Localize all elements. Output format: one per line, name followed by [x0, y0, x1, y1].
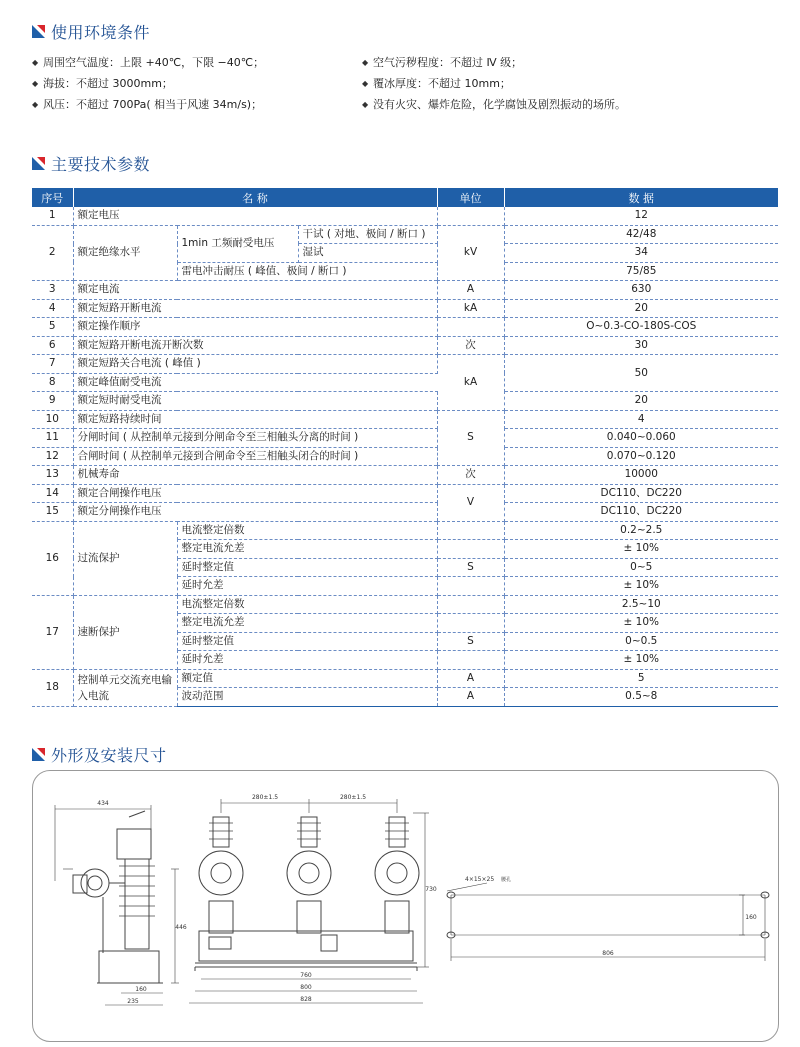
dimension-drawing-panel: [32, 770, 779, 1042]
table-row: 延时整定值 S 0~5: [32, 558, 778, 577]
section-marker-icon: [32, 748, 45, 761]
table-row: 5 额定操作顺序 O~0.3-CO-180S-COS: [32, 318, 778, 337]
table-row: 8 额定峰值耐受电流: [32, 373, 778, 392]
header-unit: 单位: [437, 188, 504, 207]
table-row: 4 额定短路开断电流 kA 20: [32, 299, 778, 318]
table-row: 7 额定短路关合电流 ( 峰值 ) kA 50: [32, 355, 778, 374]
env-item: ◆ 海拔：不超过 3000mm；: [32, 73, 264, 94]
dim-446: 446: [175, 924, 187, 931]
table-row: 16 过流保护 电流整定倍数 0.2~2.5: [32, 521, 778, 540]
dim-280-right: 280±1.5: [339, 794, 367, 801]
diamond-bullet-icon: ◆: [32, 100, 39, 109]
header-data: 数 据: [504, 188, 778, 207]
table-row: 延时允差 ± 10%: [32, 577, 778, 596]
diamond-bullet-icon: ◆: [362, 100, 369, 109]
section-marker-icon: [32, 25, 45, 38]
table-row: 17 速断保护 电流整定倍数 2.5~10: [32, 595, 778, 614]
table-row: 14 额定合闸操作电压 V DC110、DC220: [32, 484, 778, 503]
dim-160: 160: [135, 986, 147, 993]
dimension-drawing: [33, 771, 778, 1041]
diamond-bullet-icon: ◆: [362, 79, 369, 88]
dim-160-plan: 160: [745, 914, 757, 921]
table-row: 11 分闸时间 ( 从控制单元接到分闸命令至三相触头分离的时间 ) 0.040~0.060: [32, 429, 778, 448]
table-row: 3 额定电流 A 630: [32, 281, 778, 300]
dim-828: 828: [300, 996, 312, 1003]
dim-760: 760: [300, 972, 312, 979]
header-name: 名 称: [73, 188, 437, 207]
env-item: ◆ 周围空气温度：上限 +40℃，下限 −40℃；: [32, 52, 264, 73]
table-row: 10 额定短路持续时间 S 4: [32, 410, 778, 429]
env-item: ◆ 空气污秽程度：不超过 Ⅳ 级；: [362, 52, 626, 73]
section-title-specs: 主要技术参数: [32, 152, 150, 174]
spec-table: [32, 188, 778, 707]
table-row: 18 控制单元交流充电输入电流 额定值 A 5: [32, 669, 778, 688]
dim-730: 730: [425, 886, 437, 893]
table-row: 延时允差 ± 10%: [32, 651, 778, 670]
table-row: 雷电冲击耐压 ( 峰值、极间 / 断口 ) 75/85: [32, 262, 778, 281]
table-row: 2 额定绝缘水平 1min 工频耐受电压 干试 ( 对地、极间 / 断口 ) kV 42/48: [32, 225, 778, 244]
table-row: 15 额定分闸操作电压 DC110、DC220: [32, 503, 778, 522]
table-row: 波动范围 A 0.5~8: [32, 688, 778, 707]
dim-806: 806: [602, 950, 614, 957]
dim-235: 235: [127, 998, 139, 1005]
diamond-bullet-icon: ◆: [32, 79, 39, 88]
table-row: 9 额定短时耐受电流 20: [32, 392, 778, 411]
table-row: 整定电流允差 ± 10%: [32, 614, 778, 633]
hole-note-2: 腰孔: [501, 877, 512, 883]
section-title-environment: 使用环境条件: [32, 20, 150, 42]
diamond-bullet-icon: ◆: [362, 58, 369, 67]
header-no: 序号: [32, 188, 73, 207]
dim-800: 800: [300, 984, 312, 991]
env-item: ◆ 覆冰厚度：不超过 10mm；: [362, 73, 626, 94]
env-item: ◆ 风压：不超过 700Pa( 相当于风速 34m/s)；: [32, 94, 264, 115]
table-row: 6 额定短路开断电流开断次数 次 30: [32, 336, 778, 355]
dim-434: 434: [97, 800, 109, 807]
hole-note: 4×15×25: [465, 876, 495, 883]
table-row: 1 额定电压 12: [32, 207, 778, 225]
table-header-row: [32, 188, 778, 207]
table-row: 整定电流允差 ± 10%: [32, 540, 778, 559]
table-row: 12 合闸时间 ( 从控制单元接到合闸命令至三相触头闭合的时间 ) 0.070~0.120: [32, 447, 778, 466]
env-list-left: [32, 52, 264, 115]
table-row: 延时整定值 S 0~0.5: [32, 632, 778, 651]
env-list-right: [362, 52, 626, 115]
env-item: ◆ 没有火灾、爆炸危险，化学腐蚀及剧烈振动的场所。: [362, 94, 626, 115]
dim-280-left: 280±1.5: [251, 794, 279, 801]
section-marker-icon: [32, 157, 45, 170]
table-row: 湿试 34: [32, 244, 778, 263]
section-title-dimensions: 外形及安装尺寸: [32, 743, 167, 765]
diamond-bullet-icon: ◆: [32, 58, 39, 67]
table-row: 13 机械寿命 次 10000: [32, 466, 778, 485]
